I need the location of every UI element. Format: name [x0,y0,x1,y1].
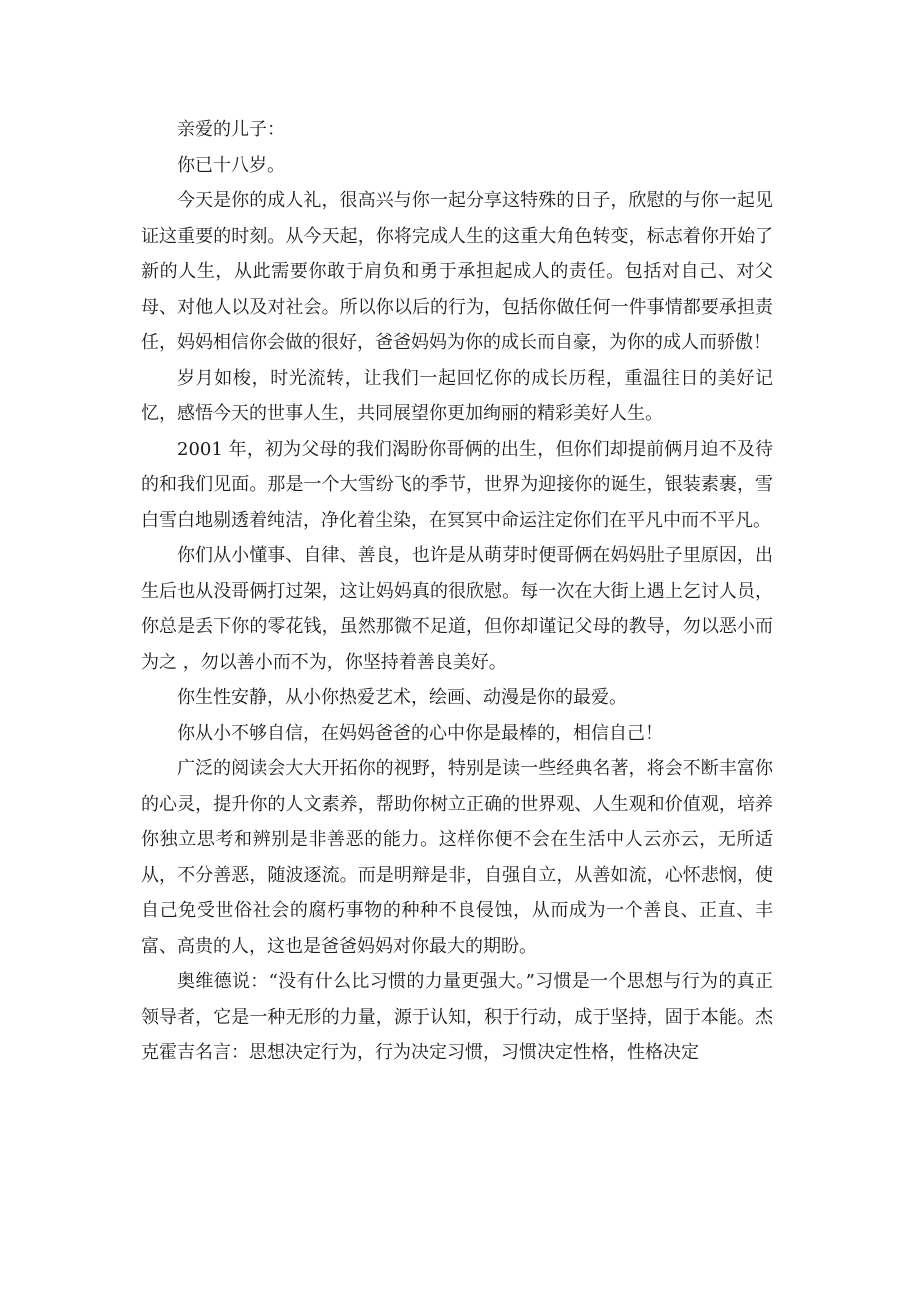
paragraph-age: 你已十八岁。 [177,154,285,176]
paragraph-habits: 奥维德说：“没有什么比习惯的力量更强大。”习惯是一个思想与行为的真正领导者，它是一种无形的力量，源于认知，积于行动，成于坚持，固于本能。杰克霍吉名言：思想决定行为，行为决定习惯，习惯决定性格，性格决定 [141,971,773,1063]
paragraph-memories: 岁月如梭，时光流转，让我们一起回忆你的成长历程，重温往日的美好记忆，感悟今天的世事人生，共同展望你更加绚丽的精彩美好人生。 [141,367,773,424]
salutation: 亲爱的儿子： [177,119,285,140]
paragraph-kindness: 你们从小懂事、自律、善良，也许是从萌芽时便哥俩在妈妈肚子里原因，出生后也从没哥俩打过架，这让妈妈真的很欣慰。每一次在大街上遇上乞讨人员，你总是丢下你的零花钱，虽然那微不足道，但你却谨记父母的教导，勿以恶小而为之 ，勿以善小而不为，你坚持着善良美好。 [141,545,773,673]
paragraph-birth: 2001 年，初为父母的我们渴盼你哥俩的出生，但你们却提前俩月迫不及待的和我们见面。那是一个大雪纷飞的季节，世界为迎接你的诞生，银装素裹，雪白雪白地剔透着纯洁，净化着尘染，在冥冥中命运注定你们在平凡中而不平凡。 [141,438,773,531]
paragraph-confidence: 你从小不够自信，在妈妈爸爸的心中你是最棒的，相信自己！ [177,722,663,744]
paragraph-coming-of-age: 今天是你的成人礼，很高兴与你一起分享这特殊的日子，欣慰的与你一起见证这重要的时刻。从今天起，你将完成人生的这重大角色转变，标志着你开始了新的人生，从此需要你敢于肩负和勇于承担起成人的责任。包括对自己、对父母、对他人以及对社会。所以你以后的行为，包括你做任何一件事情都要承担责任，妈妈相信你会做的很好，爸爸妈妈为你的成长而自豪，为你的成人而骄傲！ [141,190,773,353]
letter-body [141,112,773,1071]
paragraph-art: 你生性安静，从小你热爱艺术，绘画、动漫是你的最爱。 [177,687,627,708]
paragraph-reading: 广泛的阅读会大大开拓你的视野，特别是读一些经典名著，将会不断丰富你的心灵，提升你的人文素养，帮助你树立正确的世界观、人生观和价值观，培养你独立思考和辨别是非善恶的能力。这样你便不会在生活中人云亦云，无所适从，不分善恶，随波逐流。而是明辩是非，自强自立，从善如流，心怀悲悯，使自己免受世俗社会的腐朽事物的种种不良侵蚀，从而成为一个善良、正直、丰富、高贵的人，这也是爸爸妈妈对你最大的期盼。 [141,758,773,957]
